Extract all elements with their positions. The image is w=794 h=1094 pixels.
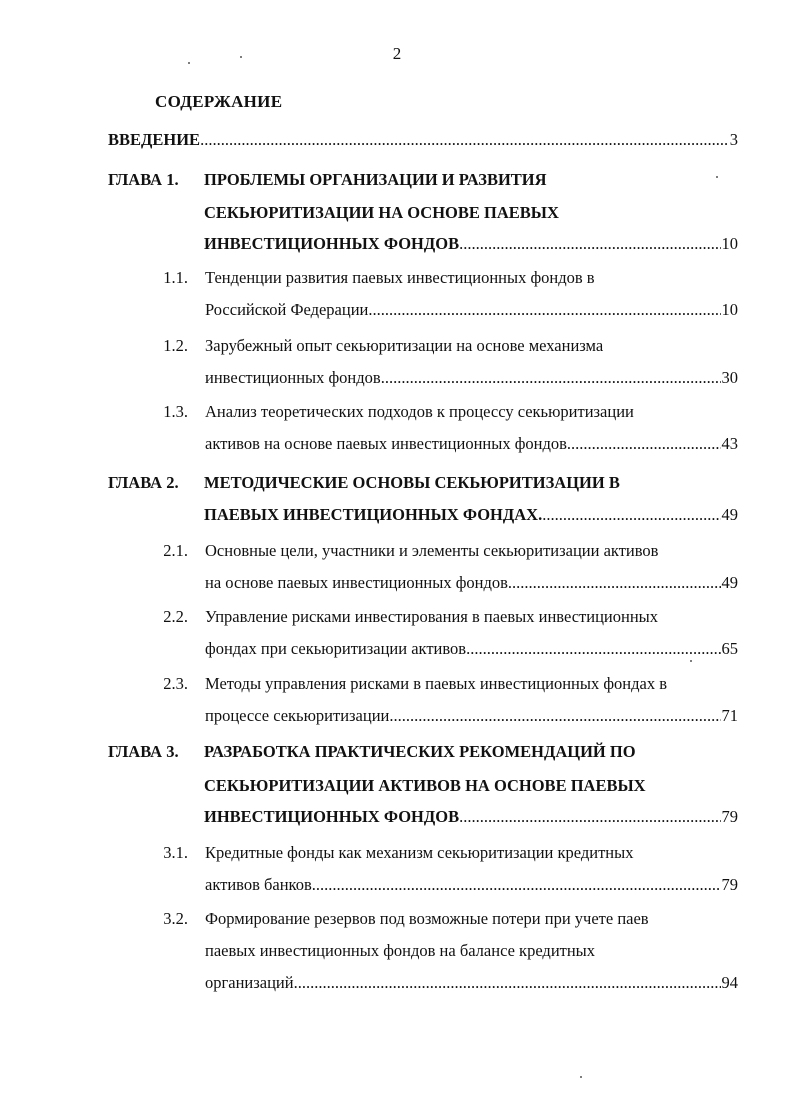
toc-page-number: 79	[721, 875, 738, 894]
section-title-line[interactable]: Основные цели, участники и элементы секьюритизации активов	[205, 541, 659, 560]
section-title-line[interactable]: Кредитные фонды как механизм секьюритизации кредитных	[205, 843, 634, 862]
chapter-title-line: ИНВЕСТИЦИОННЫХ ФОНДОВ	[204, 807, 460, 826]
chapter-title-line: ИНВЕСТИЦИОННЫХ ФОНДОВ	[204, 234, 460, 253]
toc-page-number: 71	[721, 706, 738, 725]
page-number: 2	[392, 44, 402, 63]
section-title-line: инвестиционных фондов	[205, 368, 381, 387]
chapter-number: ГЛАВА 1.	[108, 170, 179, 189]
section-title-line[interactable]: Управление рисками инвестирования в паевых инвестиционных	[205, 607, 658, 626]
section-title-line[interactable]: Тенденции развития паевых инвестиционных фондов в	[205, 268, 595, 287]
toc-entry-section-2-1[interactable]	[205, 573, 738, 593]
scan-speck	[690, 660, 692, 662]
leader-dots	[459, 234, 720, 254]
toc-entry-section-3-1[interactable]	[205, 875, 738, 895]
chapter-number: ГЛАВА 3.	[108, 742, 179, 761]
section-title-line: организаций.	[205, 973, 298, 992]
chapter-title-line[interactable]: СЕКЬЮРИТИЗАЦИИ НА ОСНОВЕ ПАЕВЫХ	[204, 203, 559, 222]
toc-entry-section-2-2[interactable]	[205, 639, 738, 659]
toc-page-number: 3	[729, 130, 738, 149]
leader-dots	[542, 505, 720, 525]
chapter-title-line[interactable]: СЕКЬЮРИТИЗАЦИИ АКТИВОВ НА ОСНОВЕ ПАЕВЫХ	[204, 776, 646, 795]
section-number: 2.1.	[163, 541, 188, 560]
toc-page-number: 65	[721, 639, 738, 658]
leader-dots	[466, 639, 720, 659]
chapter-title-line[interactable]: МЕТОДИЧЕСКИЕ ОСНОВЫ СЕКЬЮРИТИЗАЦИИ В	[204, 473, 620, 492]
section-number: 3.1.	[163, 843, 188, 862]
chapter-title-line[interactable]: ПРОБЛЕМЫ ОРГАНИЗАЦИИ И РАЗВИТИЯ	[204, 170, 547, 189]
leader-dots	[316, 875, 721, 895]
section-number: 1.3.	[163, 402, 188, 421]
section-number: 3.2.	[163, 909, 188, 928]
toc-entry-section-1-2[interactable]	[205, 368, 738, 388]
toc-entry-chapter-3[interactable]	[204, 807, 738, 827]
section-number: 2.3.	[163, 674, 188, 693]
chapter-title-line[interactable]: РАЗРАБОТКА ПРАКТИЧЕСКИХ РЕКОМЕНДАЦИЙ ПО	[204, 742, 636, 761]
page-title: СОДЕРЖАНИЕ	[155, 92, 283, 111]
toc-page-number: 30	[721, 368, 738, 387]
leader-dots	[373, 300, 721, 320]
toc-page-number: 49	[721, 573, 738, 592]
section-title-line: на основе паевых инвестиционных фондов	[205, 573, 508, 592]
section-title-line[interactable]: Методы управления рисками в паевых инвестиционных фондах в	[205, 674, 667, 693]
chapter-title-line: ПАЕВЫХ ИНВЕСТИЦИОННЫХ ФОНДАХ.	[204, 505, 543, 524]
leader-dots	[389, 706, 720, 726]
section-title-line: процессе секьюритизации	[205, 706, 390, 725]
toc-entry-section-2-3[interactable]	[205, 706, 738, 726]
leader-dots	[381, 368, 721, 388]
chapter-number: ГЛАВА 2.	[108, 473, 179, 492]
leader-dots	[298, 973, 721, 993]
toc-page-number: 79	[721, 807, 738, 826]
section-title-line[interactable]: паевых инвестиционных фондов на балансе кредитных	[205, 941, 596, 960]
toc-entry-chapter-2[interactable]	[204, 505, 738, 525]
toc-entry-label: ВВЕДЕНИЕ	[108, 130, 201, 149]
toc-entry-section-3-2[interactable]	[205, 973, 738, 993]
section-title-line[interactable]: Формирование резервов под возможные потери при учете паев	[205, 909, 649, 928]
leader-dots	[459, 807, 720, 827]
section-title-line: Российской Федерации.	[205, 300, 373, 319]
scan-speck	[580, 1076, 582, 1078]
toc-entry-chapter-1[interactable]	[204, 234, 738, 254]
scan-speck	[716, 176, 718, 178]
toc-page-number: 94	[721, 973, 738, 992]
section-title-line[interactable]: Зарубежный опыт секьюритизации на основе механизма	[205, 336, 604, 355]
leader-dots	[571, 434, 720, 454]
toc-page-number: 43	[721, 434, 738, 453]
toc-entry-section-1-1[interactable]	[205, 300, 738, 320]
section-number: 1.2.	[163, 336, 188, 355]
section-number: 2.2.	[163, 607, 188, 626]
leader-dots	[200, 130, 729, 150]
section-number: 1.1.	[163, 268, 188, 287]
section-title-line: активов банков.	[205, 875, 316, 894]
section-title-line: активов на основе паевых инвестиционных фондов.	[205, 434, 572, 453]
section-title-line: фондах при секьюритизации активов	[205, 639, 467, 658]
section-title-line[interactable]: Анализ теоретических подходов к процессу секьюритизации	[205, 402, 634, 421]
toc-entry-intro[interactable]	[108, 130, 738, 150]
toc-page-number: 10	[721, 300, 738, 319]
toc-entry-section-1-3[interactable]	[205, 434, 738, 454]
toc-page-number: 49	[721, 505, 738, 524]
toc-page-number: 10	[721, 234, 738, 253]
leader-dots	[508, 573, 721, 593]
